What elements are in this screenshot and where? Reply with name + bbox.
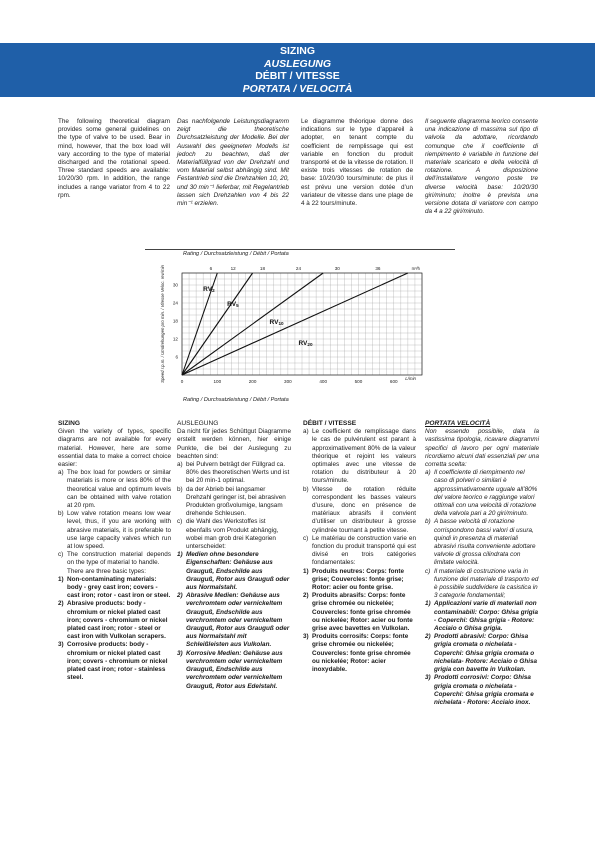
- sizing-de-heading: AUSLEGUNG: [177, 420, 219, 427]
- sizing-en-heading: SIZING: [58, 420, 80, 427]
- top-tick-label: 12: [230, 266, 236, 271]
- intro-de-text: Das nachfolgende Leistungsdiagramm zeigt die theoretische Durchsatzleistung der Modelle. Bei der Auswahl des geeigneten Modells ist jedoch zu beachten, daß der Materialfüllgrad von der Drehzahl und vom Material selbst abhängig sind. Mit Festantrieb sind die Drehzahlen 10, 20, und 30 min⁻¹ lieferbar, mit Regelantrieb lassen sich Drehzahlen von 4 bis 22 min⁻¹ erzielen.: [177, 118, 289, 208]
- chart-title-top: Rating / Durchsatzleistung / Débit / Portata: [183, 251, 289, 257]
- sizing-it-c: Il materiale di costruzione varia in funzione del materiale di trasporto ed è possibile suddividere la casistica in 3 categorie fondamentali;: [434, 567, 539, 600]
- sizing-fr: DÉBIT / VITESSE a) Le coefficient de remplissage dans le cas de pulvérulent est parant à approximativement 80% de la valeur théorique et rejoint les valeurs optimales avec une vitesse de rotation du distributeur à 20 tours/minute. b) Vitesse de rotation réduite correspondent les basses valeurs d’usure, donc en présence de matériaux abrasifs il convient d’utiliser un distributeur à grosse cylindrée tournant à petite vitesse. c) Le matériau de construction varie en fonction du produit transporté qui est divisé en trois catégories fondamentales: 1) Produits neutres: Corps: fonte grise; Couvercles: fonte grise; Rotor: acier ou fonte grise. 2) Produits abrasifs: Corps: fonte grise chromée ou nickelée; Couvercles: fonte grise chromée ou nickelée; Rotor: acier ou fonte grise avec bavettes en Vulkolan. 3) Produits corrosifs: Corps: fonte grise chromée ou nickelée; Couvercles: fonte grise chromée ou nickelée; Rotor: acier inoxydable.: [303, 420, 416, 674]
- rating-chart: [150, 255, 450, 405]
- x-axis-label: L/min: [405, 376, 416, 381]
- top-tick-label: 6: [209, 266, 213, 271]
- sizing-de-intro: Da nicht für jedes Schüttgut Diagramme erstellt werden können, hier einige Punkte, die bei der Auslegung zu beachten sind:: [177, 428, 291, 460]
- intro-en: [58, 118, 170, 200]
- x-tick-label: 200: [248, 379, 257, 384]
- title-de: AUSLEGUNG: [263, 57, 332, 70]
- series-label-rv2: RV2: [203, 286, 215, 294]
- sizing-fr-c: Le matériau de construction varie en fonction du produit transporté qui est divisé en trois catégories fondamentales:: [312, 534, 416, 567]
- series-label-rv20: RV20: [298, 340, 313, 348]
- sizing-de-type3: Korrosive Medien: Gehäuse aus verchromtem oder vernickeltem Grauguß, Endschilde aus verchromtem oder vernickeltem Grauguß, Rotor aus Edelstahl.: [186, 649, 283, 690]
- sizing-en-type2: Abrasive products: body - chromium or nickel plated cast iron; covers - chromium or nickel plated cast iron; rotor - steel or cast iron with Vulkolan scrapers.: [67, 600, 168, 641]
- title-banner: [0, 43, 595, 97]
- sizing-en-type1: Non-contaminating materials: body - grey cast iron; covers - cast iron; rotor - cast iron or steel.: [67, 575, 171, 600]
- y-axis-label: Speed r.p.m. / Umdrehungen pro min. / Vitesse Veloc. rev/min: [160, 265, 165, 383]
- series-label-rv5: RV5: [227, 301, 239, 309]
- title-fr: DÉBIT / VITESSE: [255, 70, 340, 82]
- x-tick-label: 0: [180, 379, 184, 384]
- sizing-fr-type2: Produits abrasifs: Corps: fonte grise chromée ou nickelée; Couvercles: fonte grise chromée ou nickelée; Rotor: acier ou fonte grise avec bavettes en Vulkolan.: [312, 592, 413, 633]
- sizing-de-a: bei Pulvern beträgt der Füllgrad ca. 80% des theoretischen Werts und ist bei 20 min-1 optimal.: [186, 461, 290, 485]
- chart-top-rule: [145, 249, 455, 250]
- series-label-rv10: RV10: [269, 319, 284, 327]
- intro-de: [177, 118, 289, 208]
- sizing-it-a: Il coefficiente di riempimento nel caso di polveri o similari è approssimativamente uguale all’80% del valore teorico e raggiunge valori ottimali con una velocità di rotazione della valvola pari a 20 giri/minuto.: [434, 469, 538, 518]
- x-tick-label: 400: [319, 379, 328, 384]
- top-tick-label: 18: [259, 266, 266, 271]
- sizing-de-c: die Wahl des Werkstoffes ist ebenfalls vom Produkt abhängig, wobei man grob drei Kategorien unterscheidet:: [186, 518, 279, 551]
- sizing-en-intro: Given the variety of types, specific diagrams are not available for every material. However, here are some essential data to make a correct choice easier:: [58, 428, 171, 469]
- sizing-de-type2: Abrasive Medien: Gehäuse aus verchromtem oder vernickeltem Grauguß, Endschilde aus verchromtem oder vernickeltem Grauguß, Rotor aus Grauguß oder aus Normalstahl mit Schleißleisten aus Vulkolan.: [186, 592, 290, 649]
- top-unit-label: m³/h: [411, 266, 420, 271]
- x-tick-label: 500: [354, 379, 363, 384]
- sizing-fr-heading: DÉBIT / VITESSE: [303, 420, 357, 427]
- x-tick-label: 600: [389, 379, 398, 384]
- sizing-en-type3: Corrosive products: body - chromium or nickel plated cast iron; covers - chromium or nickel plated cast iron; rotor - stainless steel.: [67, 641, 168, 682]
- sizing-en-a: The box load for powders or similar materials is more or less 80% of the theoretical value and optimum levels can be obtained with valve rotation at 20 rpm.: [67, 469, 171, 510]
- y-tick-label: 24: [172, 300, 178, 306]
- sizing-de-b: da der Abrieb bei langsamer Drehzahl geringer ist, bei abrasiven Produkten großvolumige, langsam drehende Schleusen.: [186, 485, 286, 518]
- intro-en-text: The following theoretical diagram provides some general guidelines on the type of valve to be used. Bear in mind, however, that the box load will vary according to the type of material discharged and the rotational speed. Three standard speeds are available: 10/20/30 rpm. In addition, the range includes a range variator from 4 to 22 rpm.: [58, 118, 170, 199]
- sizing-it-heading: PORTATA VELOCITÀ: [425, 420, 491, 427]
- sizing-it-intro: Non essendo possibile, data la vastissima tipologia, ricavare diagrammi specifici di lavoro per ogni materiale ricordiamo alcuni dati essenziali per una corretta scelta:: [425, 428, 539, 469]
- sizing-en-c: The construction material depends on the type of material to handle.: [67, 551, 171, 567]
- y-tick-label: 30: [172, 282, 178, 288]
- sizing-en-c-note: There are three basic types:: [67, 567, 146, 575]
- y-tick-label: 6: [175, 354, 178, 360]
- sizing-en-b: Low valve rotation means low wear level, thus, if you are working with abrasive materials, it is preferable to use large capacity valves which run at low speed.: [67, 510, 171, 551]
- intro-it: [425, 118, 538, 216]
- y-tick-label: 12: [172, 336, 178, 342]
- intro-fr-text: Le diagramme théorique donne des indications sur le type d’appareil à adopter, en tenant compte du coefficient de remplissage qui est variable en fonction du produit transporté et de la vitesse de rotation. Il existe trois vitesses de rotation de base: 10/20/30 tours/minute: de plus il est prévu une version dotée d’un variateur de vitesse dans une plage de 4 à 22 tours/minute.: [301, 118, 413, 208]
- y-tick-label: 18: [172, 318, 178, 324]
- title-en: SIZING: [279, 45, 315, 57]
- chart-title-bottom: Rating / Durchsatzleistung / Débit / Portata: [183, 397, 289, 403]
- sizing-fr-b: Vitesse de rotation réduite correspondent les basses valeurs d’usure, donc en présence de matériaux abrasifs il convient d’utiliser un distributeur à grosse cylindrée tournant à petite vitesse.: [312, 485, 416, 534]
- intro-fr: [301, 118, 413, 208]
- sizing-it-b: A basse velocità di rotazione corrispondono bassi valori di usura, quindi in presenza di materiali abrasivi risulta conveniente adottare valvole di grossa cilindrata con limitate velocità.: [434, 518, 536, 567]
- sizing-de: AUSLEGUNG Da nicht für jedes Schüttgut Diagramme erstellt werden können, hier einige Punkte, die bei der Auslegung zu beachten sind: a) bei Pulvern beträgt der Füllgrad ca. 80% des theoretischen Werts und ist bei 20 min-1 optimal. b) da der Abrieb bei langsamer Drehzahl geringer ist, bei abrasiven Produkten großvolumige, langsam drehende Schleusen. c) die Wahl des Werkstoffes ist ebenfalls vom Produkt abhängig, wobei man grob drei Kategorien unterscheidet: 1) Medien ohne besondere Eigenschaften: Gehäuse aus Grauguß, Endschilde aus Grauguß, Rotor aus Grauguß oder aus Normalstahl. 2) Abrasive Medien: Gehäuse aus verchromtem oder vernickeltem Grauguß, Endschilde aus verchromtem oder vernickeltem Grauguß, Rotor aus Grauguß oder aus Normalstahl mit Schleißleisten aus Vulkolan. 3) Korrosive Medien: Gehäuse aus verchromtem oder vernickeltem Grauguß, Endschilde aus verchromtem oder vernickeltem Grauguß, Rotor aus Edelstahl.: [177, 420, 291, 690]
- top-tick-label: 30: [334, 266, 340, 271]
- sizing-fr-type1: Produits neutres: Corps: fonte grise; Couvercles: fonte grise; Rotor: acier ou fonte grise.: [312, 567, 404, 592]
- top-tick-label: 36: [375, 266, 381, 271]
- sizing-fr-type3: Produits corrosifs: Corps: fonte grise chromée ou nickelée; Couvercles: fonte grise chromée ou nickelée; Rotor: acier inoxydable.: [312, 633, 411, 674]
- title-it: PORTATA / VELOCITÀ: [242, 82, 353, 95]
- sizing-en: SIZING Given the variety of types, specific diagrams are not available for every material. However, here are some essential data to make a correct choice easier: a) The box load for powders or similar materials is more or less 80% of the theoretical value and optimum levels can be obtained with valve rotation at 20 rpm. b) Low valve rotation means low wear level, thus, if you are working with abrasive materials, it is preferable to use large capacity valves which run at low speed. c) The construction material depends on the type of material to handle. There are three basic types: 1) Non-contaminating materials: body - grey cast iron; covers - cast iron; rotor - cast iron or steel. 2) Abrasive products: body - chromium or nickel plated cast iron; covers - chromium or nickel plated cast iron; rotor - steel or cast iron with Vulkolan scrapers. 3) Corrosive products: body - chromium or nickel plated cast iron; covers - chromium or nickel plated cast iron; rotor - stainless steel.: [58, 420, 171, 682]
- sizing-fr-a: Le coefficient de remplissage dans le cas de pulvérulent est parant à approximativement 80% de la valeur théorique et rejoint les valeurs optimales avec une vitesse de rotation du distributeur à 20 tours/minute.: [312, 428, 416, 485]
- x-tick-label: 300: [284, 379, 292, 384]
- sizing-it-type2: Prodotti abrasivi: Corpo: Ghisa grigia cromata o nichelata - Coperchi: Ghisa grigia cromata o nichelata- Rotore: Acciaio o Ghisa grigia con bavette in Vulkolan.: [434, 633, 538, 674]
- top-tick-label: 24: [295, 266, 302, 271]
- sizing-it-type3: Prodotti corrosivi: Corpo: Ghisa grigia cromata o nichelata - Coperchi: Ghisa grigia cromata e nichelata - Rotore: Acciaio inox.: [434, 674, 534, 706]
- intro-it-text: Il seguente diagramma teorico consente una indicazione di massima sul tipo di valvola da adottare, ricordando comunque che il coefficiente di riempimento è variabile in funzione del materiale scaricato e della velocità di rotazione. A disposizione dell’installatore vengono poste tre diverse velocità base: 10/20/30 giri/minuto; inoltre è prevista una versione dotata di variatore con campo da 4 a 22 giri/minuto.: [425, 118, 538, 216]
- sizing-it-type1: Applicazioni varie di materiali non contaminabili: Corpo: Ghisa grigia - Coperchi: Ghisa grigia - Rotore: Acciaio o Ghisa grigia.: [434, 600, 538, 633]
- x-tick-label: 100: [213, 379, 222, 384]
- sizing-it: PORTATA VELOCITÀ Non essendo possibile, data la vastissima tipologia, ricavare diagrammi specifici di lavoro per ogni materiale ricordiamo alcuni dati essenziali per una corretta scelta: a) Il coefficiente di riempimento nel caso di polveri o similari è approssimativamente uguale all’80% del valore teorico e raggiunge valori ottimali con una velocità di rotazione della valvola pari a 20 giri/minuto. b) A basse velocità di rotazione corrispondono bassi valori di usura, quindi in presenza di materiali abrasivi risulta conveniente adottare valvole di grossa cilindrata con limitate velocità. c) Il materiale di costruzione varia in funzione del materiale di trasporto ed è possibile suddividere la casistica in 3 categorie fondamentali; 1) Applicazioni varie di materiali non contaminabili: Corpo: Ghisa grigia - Coperchi: Ghisa grigia - Rotore: Acciaio o Ghisa grigia. 2) Prodotti abrasivi: Corpo: Ghisa grigia cromata o nichelata - Coperchi: Ghisa grigia cromata o nichelata- Rotore: Acciaio o Ghisa grigia con bavette in Vulkolan. 3) Prodotti corrosivi: Corpo: Ghisa grigia cromata o nichelata - Coperchi: Ghisa grigia cromata e nichelata - Rotore: Acciaio inox.: [425, 420, 539, 706]
- sizing-de-type1: Medien ohne besondere Eigenschaften: Gehäuse aus Grauguß, Endschilde aus Grauguß, Rotor aus Grauguß oder aus Normalstahl.: [186, 551, 290, 592]
